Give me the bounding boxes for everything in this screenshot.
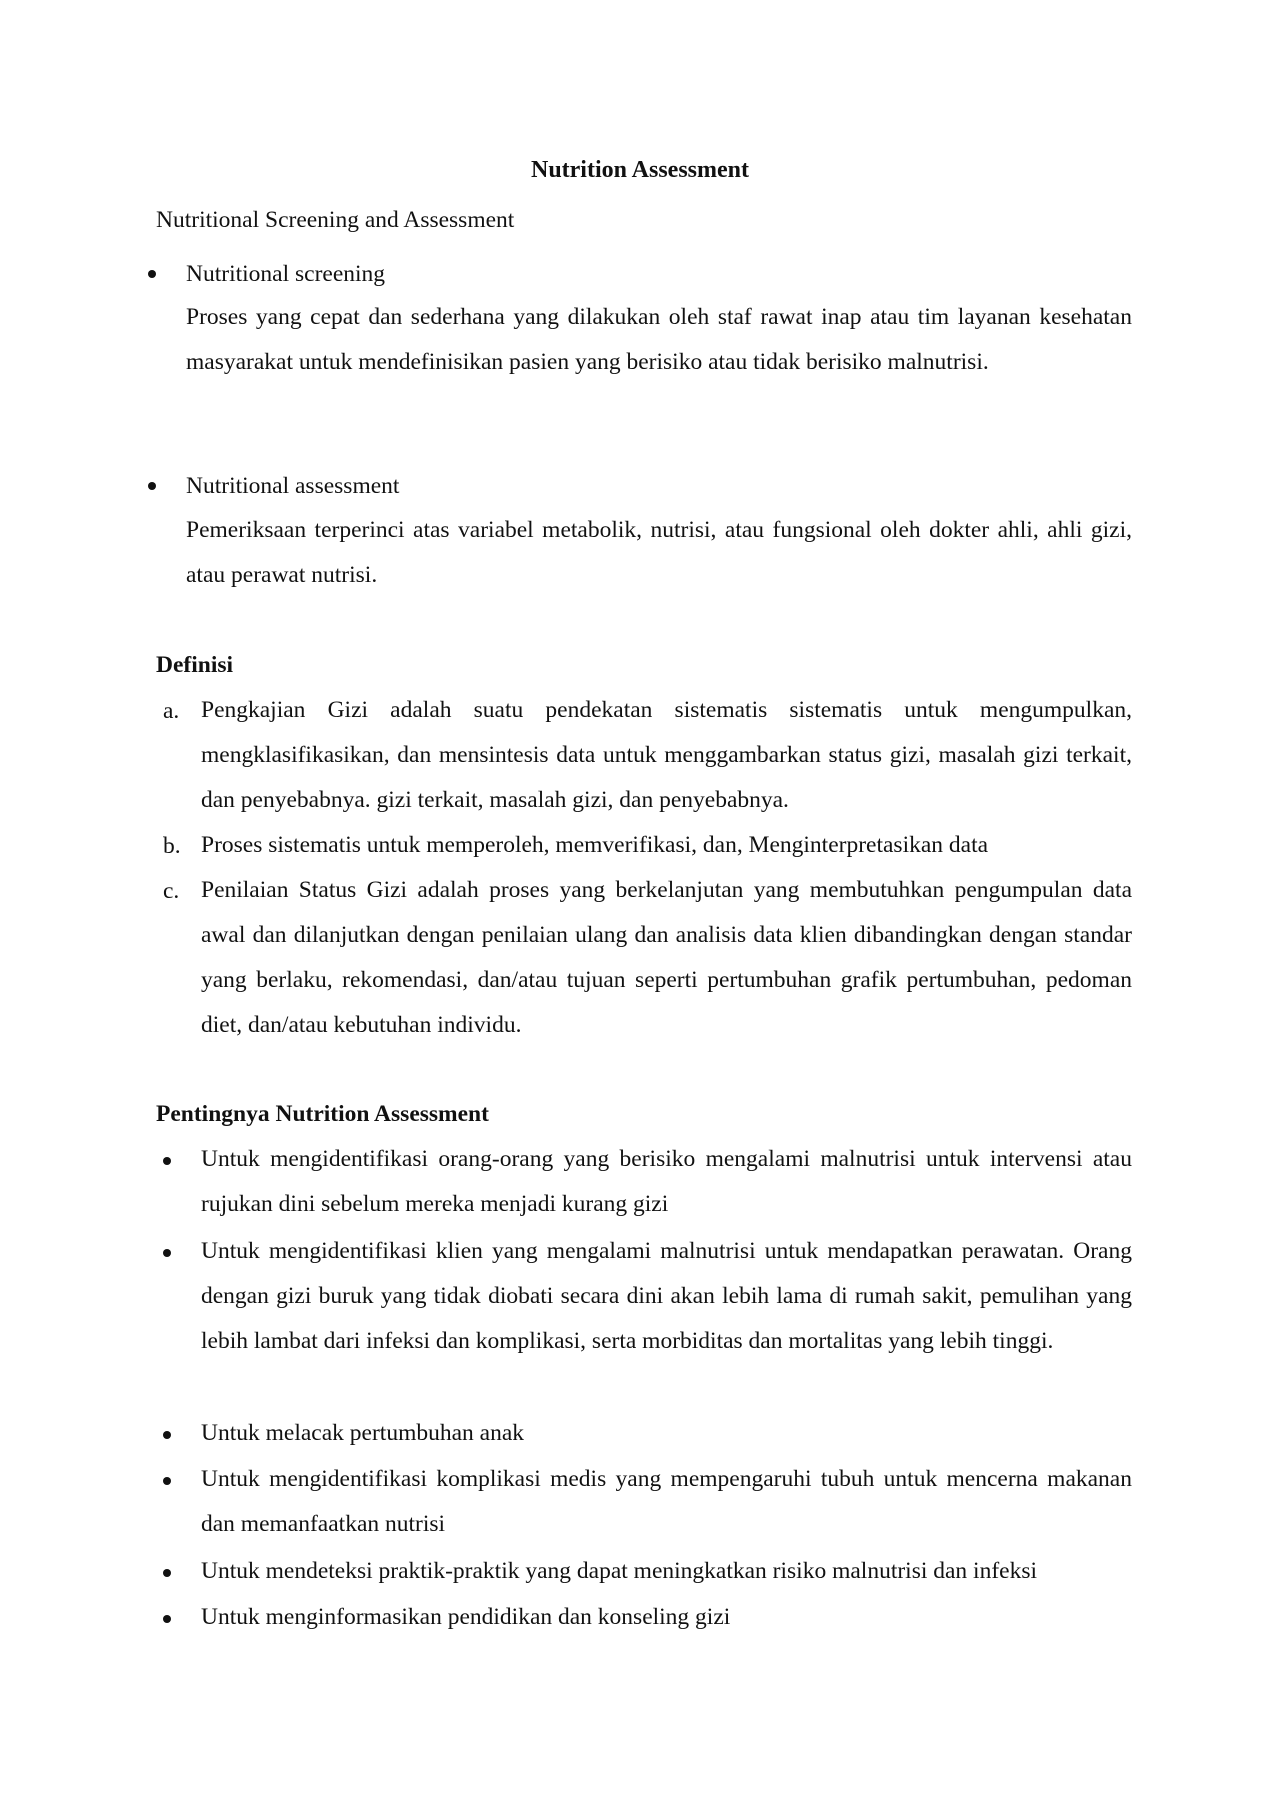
bullet-icon <box>163 1157 171 1165</box>
assessment-item-text: Pemeriksaan terperinci atas variabel metabolik, nutrisi, atau fungsional oleh dokter ahli, ahli gizi, atau perawat nutrisi. <box>186 517 1132 588</box>
bullet-icon <box>163 1431 171 1439</box>
bullet-icon <box>163 1615 171 1623</box>
list-marker: c. <box>163 878 180 904</box>
bullet-icon <box>163 1249 171 1257</box>
assessment-item-label: Nutritional assessment <box>186 473 400 499</box>
pentingnya-item: Untuk menginformasikan pendidikan dan konseling gizi <box>201 1604 731 1630</box>
screening-item-text: Proses yang cepat dan sederhana yang dilakukan oleh staf rawat inap atau tim layanan kesehatan masyarakat untuk mendefinisikan pasien yang berisiko atau tidak berisiko malnutrisi. <box>186 304 1132 375</box>
pentingnya-item: Untuk melacak pertumbuhan anak <box>201 1420 525 1446</box>
document-title: Nutrition Assessment <box>530 157 749 183</box>
list-marker: b. <box>163 833 181 859</box>
screening-item-label: Nutritional screening <box>186 261 386 287</box>
definisi-heading: Definisi <box>156 652 234 678</box>
bullet-icon <box>163 1569 171 1577</box>
pentingnya-heading: Pentingnya Nutrition Assessment <box>156 1101 489 1127</box>
list-marker: a. <box>163 698 180 724</box>
definisi-item-c: Penilaian Status Gizi adalah proses yang berkelanjutan yang membutuhkan pengumpulan data awal dan dilanjutkan dengan penilaian ulang dan analisis data klien dibandingkan dengan standar yang berlaku, rekomendasi, dan/atau tujuan seperti pertumbuhan grafik pertumbuhan, pedoman diet, dan/atau kebutuhan individu. <box>201 877 1132 1038</box>
bullet-icon <box>148 270 156 278</box>
bullet-icon <box>148 482 156 490</box>
definisi-item-b: Proses sistematis untuk memperoleh, memverifikasi, dan, Menginterpretasikan data <box>201 832 989 858</box>
bullet-icon <box>163 1477 171 1485</box>
pentingnya-item: Untuk mengidentifikasi orang-orang yang berisiko mengalami malnutrisi untuk intervensi atau rujukan dini sebelum mereka menjadi kurang gizi <box>201 1146 1132 1217</box>
document-subtitle: Nutritional Screening and Assessment <box>156 207 515 233</box>
definisi-item-a: Pengkajian Gizi adalah suatu pendekatan sistematis sistematis untuk mengumpulkan, mengklasifikasikan, dan mensintesis data untuk menggambarkan status gizi, masalah gizi terkait, dan penyebabnya. gizi terkait, masalah gizi, dan penyebabnya. <box>201 697 1132 813</box>
pentingnya-item: Untuk mendeteksi praktik-praktik yang dapat meningkatkan risiko malnutrisi dan infeksi <box>201 1558 1038 1584</box>
pentingnya-item: Untuk mengidentifikasi klien yang mengalami malnutrisi untuk mendapatkan perawatan. Orang dengan gizi buruk yang tidak diobati secara dini akan lebih lama di rumah sakit, pemulihan yang lebih lambat dari infeksi dan komplikasi, serta morbiditas dan mortalitas yang lebih tinggi. <box>201 1238 1132 1354</box>
pentingnya-item: Untuk mengidentifikasi komplikasi medis yang mempengaruhi tubuh untuk mencerna makanan dan memanfaatkan nutrisi <box>201 1466 1132 1537</box>
